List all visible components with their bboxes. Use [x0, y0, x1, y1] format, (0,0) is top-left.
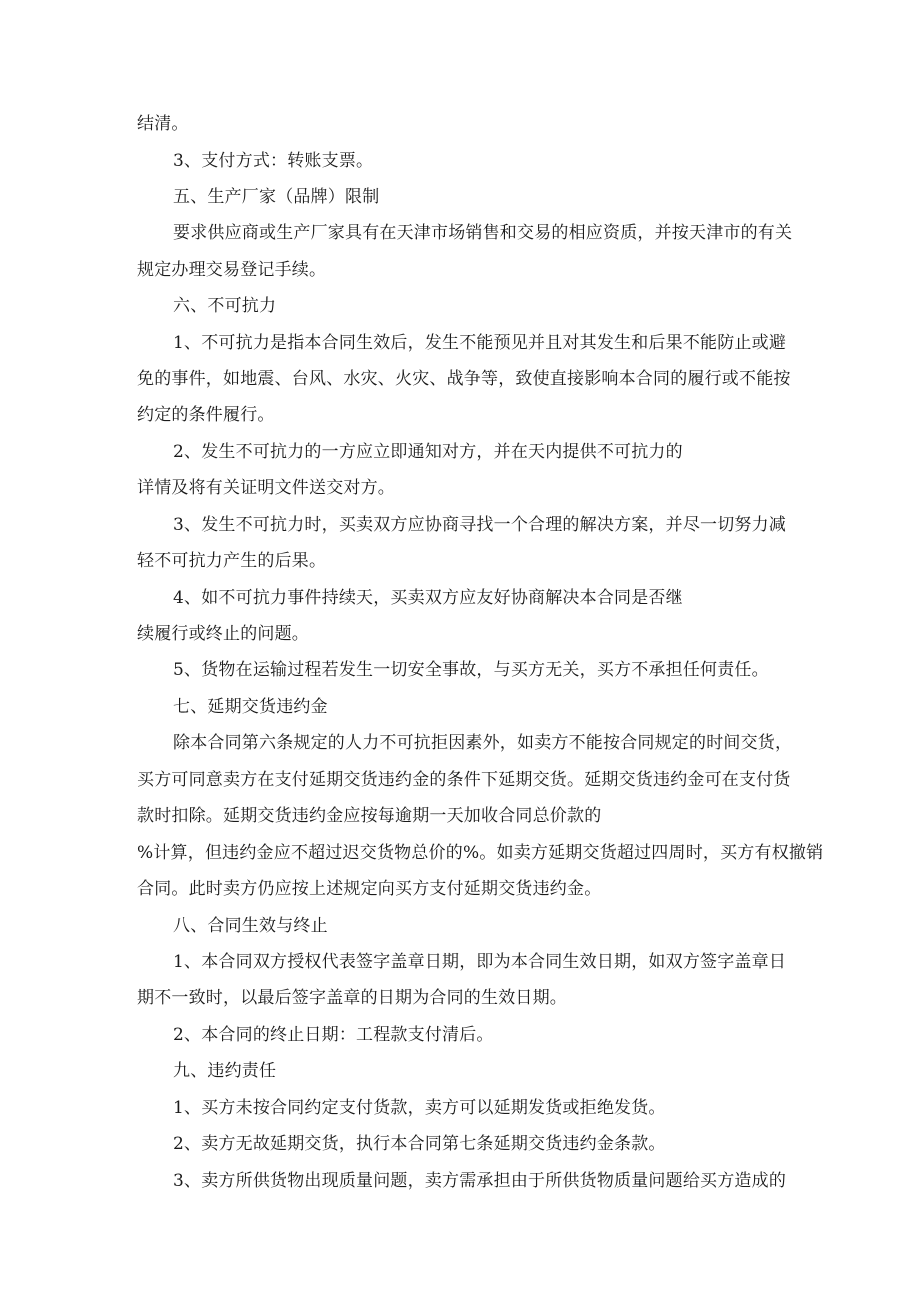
text-line: 期不一致时，以最后签字盖章的日期为合同的生效日期。	[137, 988, 567, 1008]
text-line: 4、如不可抗力事件持续天，买卖双方应友好协商解决本合同是否继	[173, 588, 683, 608]
text-line: 1、买方未按合同约定支付货款，卖方可以延期发货或拒绝发货。	[173, 1098, 666, 1118]
text-line: %计算，但违约金应不超过迟交货物总价的%。如卖方延期交货超过四周时，买方有权撤销	[137, 843, 824, 863]
text-line: 轻不可抗力产生的后果。	[137, 551, 327, 571]
text-line: 2、卖方无故延期交货，执行本合同第七条延期交货违约金条款。	[173, 1134, 666, 1154]
section-heading: 七、延期交货违约金	[173, 697, 328, 717]
text-line: 2、本合同的终止日期：工程款支付清后。	[173, 1025, 494, 1045]
section-heading: 九、违约责任	[173, 1061, 277, 1081]
text-line: 结清。	[137, 114, 189, 134]
text-line: 3、发生不可抗力时，买卖双方应协商寻找一个合理的解决方案，并尽一切努力减	[173, 515, 787, 535]
text-line: 续履行或终止的问题。	[137, 624, 309, 644]
section-heading: 八、合同生效与终止	[173, 916, 328, 936]
text-line: 免的事件，如地震、台风、水灾、火灾、战争等，致使直接影响本合同的履行或不能按	[137, 369, 791, 389]
text-line: 1、本合同双方授权代表签字盖章日期，即为本合同生效日期，如双方签字盖章日	[173, 952, 787, 972]
section-heading: 六、不可抗力	[173, 296, 277, 316]
text-line: 约定的条件履行。	[137, 405, 275, 425]
text-line: 2、发生不可抗力的一方应立即通知对方，并在天内提供不可抗力的	[173, 442, 683, 462]
text-line: 买方可同意卖方在支付延期交货违约金的条件下延期交货。延期交货违约金可在支付货	[137, 770, 791, 790]
text-line: 合同。此时卖方仍应按上述规定向买方支付延期交货违约金。	[137, 879, 602, 899]
text-line: 1、不可抗力是指本合同生效后，发生不能预见并且对其发生和后果不能防止或避	[173, 333, 787, 353]
text-line: 要求供应商或生产厂家具有在天津市场销售和交易的相应资质，并按天津市的有关	[173, 223, 793, 243]
text-line: 详情及将有关证明文件送交对方。	[137, 478, 395, 498]
text-line: 5、货物在运输过程若发生一切安全事故，与买方无关，买方不承担任何责任。	[173, 660, 769, 680]
section-heading: 五、生产厂家（品牌）限制	[173, 187, 380, 207]
text-line: 除本合同第六条规定的人力不可抗拒因素外，如卖方不能按合同规定的时间交货，	[173, 733, 793, 753]
text-line: 3、支付方式：转账支票。	[173, 151, 374, 171]
text-line: 规定办理交易登记手续。	[137, 260, 327, 280]
text-line: 3、卖方所供货物出现质量问题，卖方需承担由于所供货物质量问题给买方造成的	[173, 1171, 787, 1191]
text-line: 款时扣除。延期交货违约金应按每逾期一天加收合同总价款的	[137, 806, 602, 826]
